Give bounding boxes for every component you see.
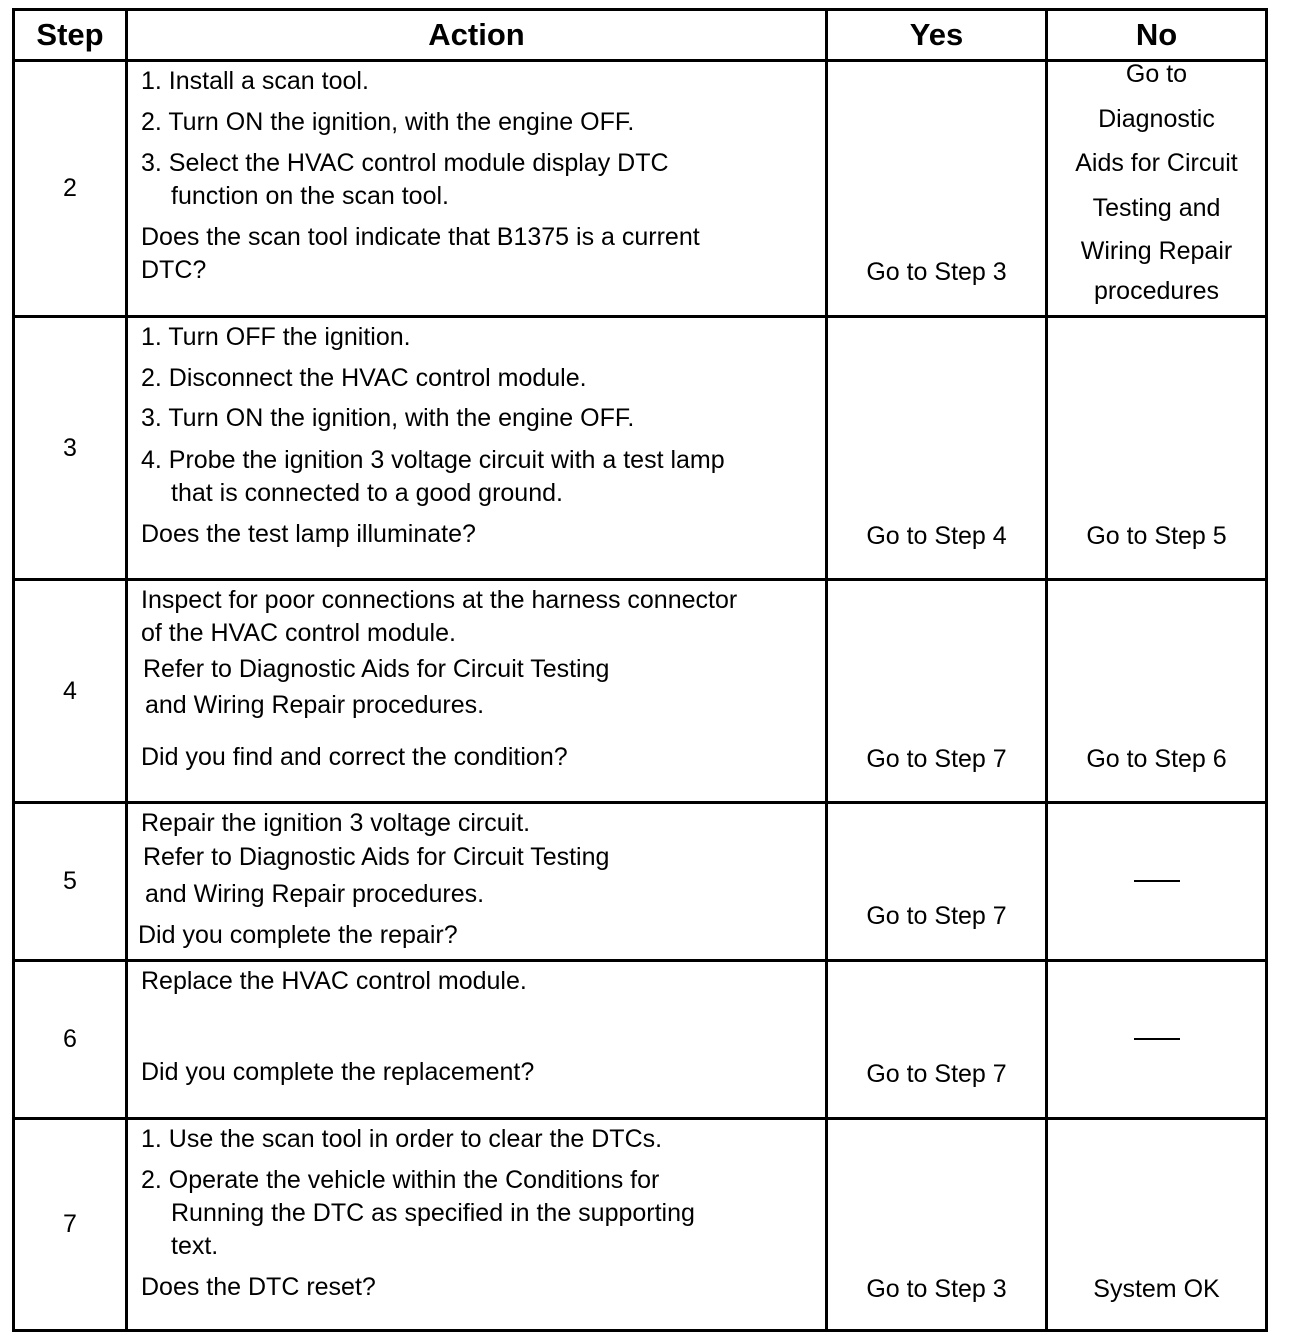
action-cell [128,962,828,1117]
action-line: 2. Turn ON the ignition, with the engine OFF. [141,108,635,136]
header-action: Action [128,11,828,59]
header-no: No [1135,17,1178,52]
no-result-line: Aids for Circuit [1075,149,1238,177]
step-number: 5 [15,804,128,959]
action-line: 1. Install a scan tool. [141,67,369,95]
action-line: and Wiring Repair procedures. [145,880,485,908]
no-cell [1048,62,1265,315]
step-number: 3 [15,318,128,578]
action-line: of the HVAC control module. [141,619,456,647]
action-line: Does the test lamp illuminate? [141,520,476,548]
action-line: and Wiring Repair procedures. [145,691,485,719]
yes-result: Go to Step 7 [866,1060,1007,1088]
diagnostic-table [12,8,1268,1332]
action-line: 2. Disconnect the HVAC control module. [141,364,587,392]
action-line: 3. Turn ON the ignition, with the engine OFF. [141,404,635,432]
no-result-line: Testing and [1092,194,1221,222]
table-row [15,1120,1265,1329]
action-cell [128,318,828,578]
action-line: 2. Operate the vehicle within the Conditions for [141,1166,660,1194]
no-result: Go to Step 6 [1086,745,1227,773]
action-line: Running the DTC as specified in the supporting [171,1199,695,1227]
step-number: 7 [15,1120,128,1329]
action-line: Refer to Diagnostic Aids for Circuit Testing [143,843,610,871]
header-yes: Yes [828,11,1048,59]
action-cell [128,804,828,959]
no-cell [1048,318,1265,578]
no-cell [1048,804,1265,959]
table-row [15,581,1265,804]
action-cell [128,62,828,315]
no-result-dash [1134,1038,1180,1040]
yes-result: Go to Step 3 [866,258,1007,286]
action-cell [128,1120,828,1329]
table-row [15,318,1265,581]
action-line: Replace the HVAC control module. [141,967,527,995]
action-line: function on the scan tool. [171,182,449,210]
yes-result: Go to Step 7 [866,902,1007,930]
no-result-line: Go to [1125,60,1188,88]
action-line: Repair the ignition 3 voltage circuit. [141,809,531,837]
no-result-line: Wiring Repair [1080,237,1233,265]
action-line: that is connected to a good ground. [171,479,563,507]
action-line: DTC? [141,256,207,284]
no-result-line: Diagnostic [1098,105,1215,133]
action-line: Does the DTC reset? [141,1273,376,1301]
table-row [15,804,1265,962]
action-line: Did you complete the repair? [138,921,458,949]
action-line: 4. Probe the ignition 3 voltage circuit with a test lamp [141,446,725,474]
action-line: Did you find and correct the condition? [141,743,568,771]
no-cell [1048,962,1265,1117]
table-row [15,962,1265,1120]
no-cell [1048,581,1265,801]
action-line: 1. Use the scan tool in order to clear the DTCs. [141,1125,663,1153]
action-line: Does the scan tool indicate that B1375 is a current [141,223,700,251]
step-number: 6 [15,962,128,1117]
yes-cell [828,62,1048,315]
yes-cell [828,1120,1048,1329]
action-line: Did you complete the replacement? [141,1058,535,1086]
no-result-dash [1134,880,1180,882]
step-number: 2 [15,62,128,315]
yes-cell [828,804,1048,959]
yes-cell [828,581,1048,801]
table-header-row [15,11,1265,62]
yes-result: Go to Step 3 [866,1275,1007,1303]
action-line: text. [171,1232,219,1260]
action-cell [128,581,828,801]
action-line: 1. Turn OFF the ignition. [141,323,411,351]
no-result-line: procedures [1093,277,1220,305]
action-line: Inspect for poor connections at the harness connector [141,586,738,614]
step-number: 4 [15,581,128,801]
table-row [15,62,1265,318]
yes-result: Go to Step 7 [866,745,1007,773]
no-result: System OK [1093,1275,1220,1303]
yes-result: Go to Step 4 [866,522,1007,550]
yes-cell [828,962,1048,1117]
header-step: Step [15,11,128,59]
yes-cell [828,318,1048,578]
no-result: Go to Step 5 [1086,522,1227,550]
action-line: 3. Select the HVAC control module display DTC [141,149,669,177]
action-line: Refer to Diagnostic Aids for Circuit Testing [143,655,610,683]
no-cell [1048,1120,1265,1329]
